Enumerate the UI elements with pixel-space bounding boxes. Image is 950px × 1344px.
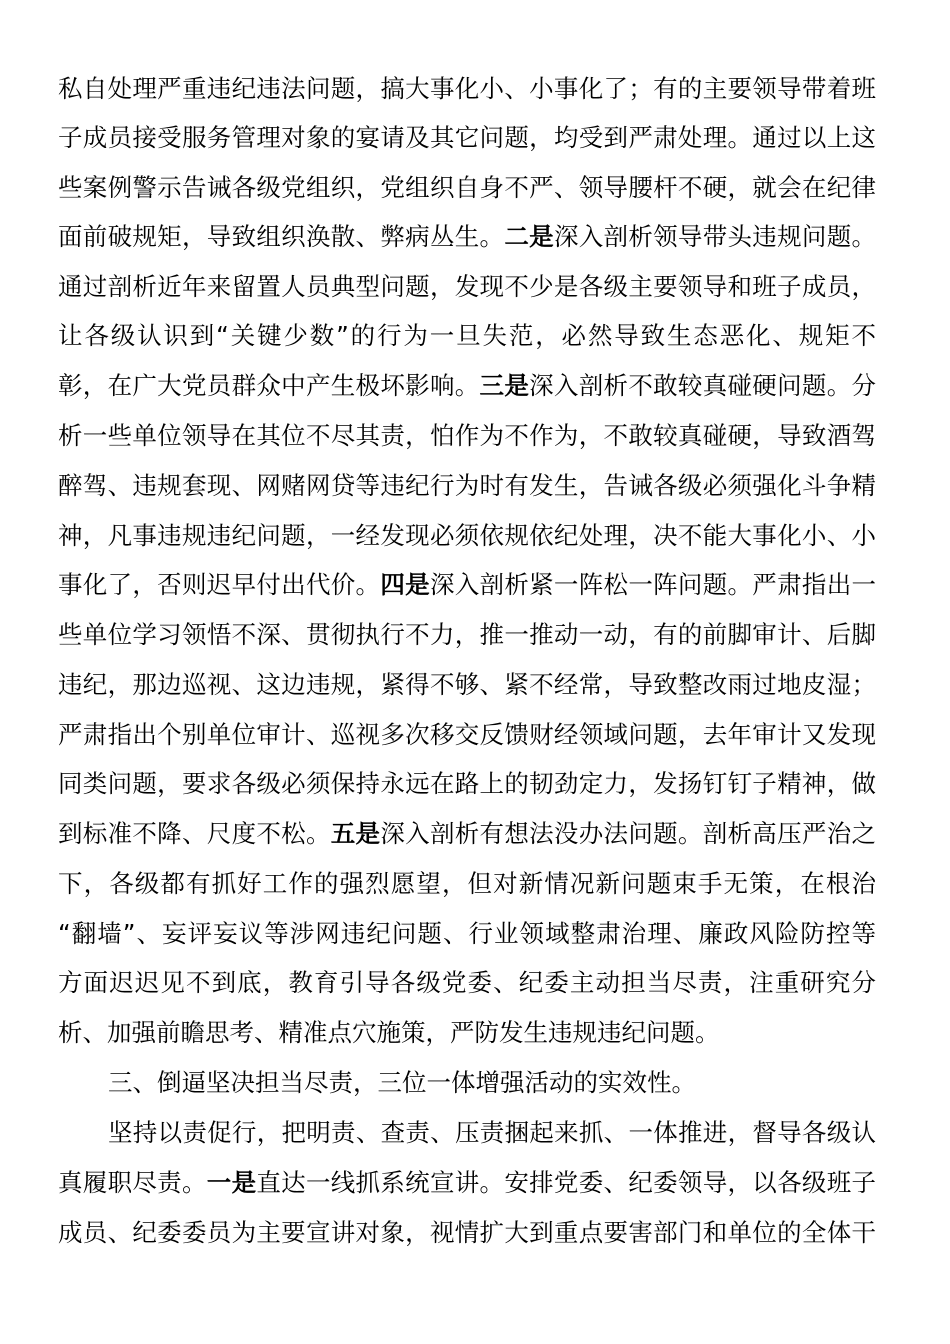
bold-marker: 一是 [206, 1168, 257, 1197]
text-segment: 直达一线抓系统宣讲。安排党委、纪委领导，以各级班子 [256, 1168, 876, 1197]
text-line: 些单位学习领悟不深、贯彻执行不力，推一推动一动，有的前脚审计、后脚 [58, 620, 876, 649]
text-line [58, 361, 876, 411]
text-segment: 事化了，否则迟早付出代价。 [58, 570, 381, 599]
text-segment: 真履职尽责。 [58, 1168, 207, 1197]
text-line: 神，凡事违规违纪问题，一经发现必须依规依纪处理，决不能大事化小、小 [58, 521, 876, 550]
text-line: 通过剖析近年来留置人员典型问题，发现不少是各级主要领导和班子成员， [58, 272, 876, 301]
text-line: 让各级认识到“关键少数”的行为一旦失范，必然导致生态恶化、规矩不 [58, 321, 876, 350]
text-line: 方面迟迟见不到底，教育引导各级党委、纪委主动担当尽责，注重研究分 [58, 968, 876, 997]
text-line: 醉驾、违规套现、网赌网贷等违纪行为时有发生，告诫各级必须强化斗争精 [58, 471, 876, 500]
text-segment: 深入剖析领导带头违规问题。 [553, 222, 876, 251]
text-line: 成员、纪委委员为主要宣讲对象，视情扩大到重点要害部门和单位的全体干 [58, 1218, 876, 1247]
text-segment: 面前破规矩，导致组织涣散、弊病丛生。 [58, 222, 505, 251]
text-line: 违纪，那边巡视、这边违规，紧得不够、紧不经常，导致整改雨过地皮湿； [58, 670, 876, 699]
text-line [58, 809, 876, 859]
text-segment: 深入剖析紧一阵松一阵问题。严肃指出一 [429, 570, 876, 599]
text-line: 些案例警示告诫各级党组织，党组织自身不严、领导腰杆不硬，就会在纪律 [58, 173, 876, 202]
text-line: 析、加强前瞻思考、精准点穴施策，严防发生违规违纪问题。 [58, 1018, 720, 1047]
text-line: 私自处理严重违纪违法问题，搞大事化小、小事化了；有的主要领导带着班 [58, 74, 876, 103]
bold-marker: 三是 [479, 371, 530, 400]
bold-marker: 二是 [504, 222, 554, 251]
text-segment: 彰，在广大党员群众中产生极坏影响。 [58, 371, 480, 400]
section-heading: 三、倒逼坚决担当尽责，三位一体增强活动的实效性。 [108, 1068, 696, 1097]
text-line: 同类问题，要求各级必须保持永远在路上的韧劲定力，发扬钉钉子精神，做 [58, 769, 876, 798]
text-line: 坚持以责促行，把明责、查责、压责捆起来抓、一体推进，督导各级认 [108, 1118, 876, 1147]
text-line: 子成员接受服务管理对象的宴请及其它问题，均受到严肃处理。通过以上这 [58, 123, 876, 152]
text-line: 析一些单位领导在其位不尽其责，怕作为不作为，不敢较真碰硬，导致酒驾 [58, 421, 876, 450]
text-segment: 深入剖析不敢较真碰硬问题。分 [529, 371, 876, 400]
text-line [58, 212, 876, 262]
text-line [58, 560, 876, 610]
text-line: “翻墙”、妄评妄议等涉网违纪问题、行业领域整肃治理、廉政风险防控等 [58, 919, 876, 948]
text-segment: 到标准不降、尺度不松。 [58, 819, 331, 848]
text-segment: 深入剖析有想法没办法问题。剖析高压严治之 [380, 819, 876, 848]
bold-marker: 四是 [380, 570, 430, 599]
text-line: 下，各级都有抓好工作的强烈愿望，但对新情况新问题束手无策，在根治 [58, 869, 876, 898]
bold-marker: 五是 [330, 819, 381, 848]
text-line [58, 1158, 876, 1208]
text-line: 严肃指出个别单位审计、巡视多次移交反馈财经领域问题，去年审计又发现 [58, 720, 876, 749]
